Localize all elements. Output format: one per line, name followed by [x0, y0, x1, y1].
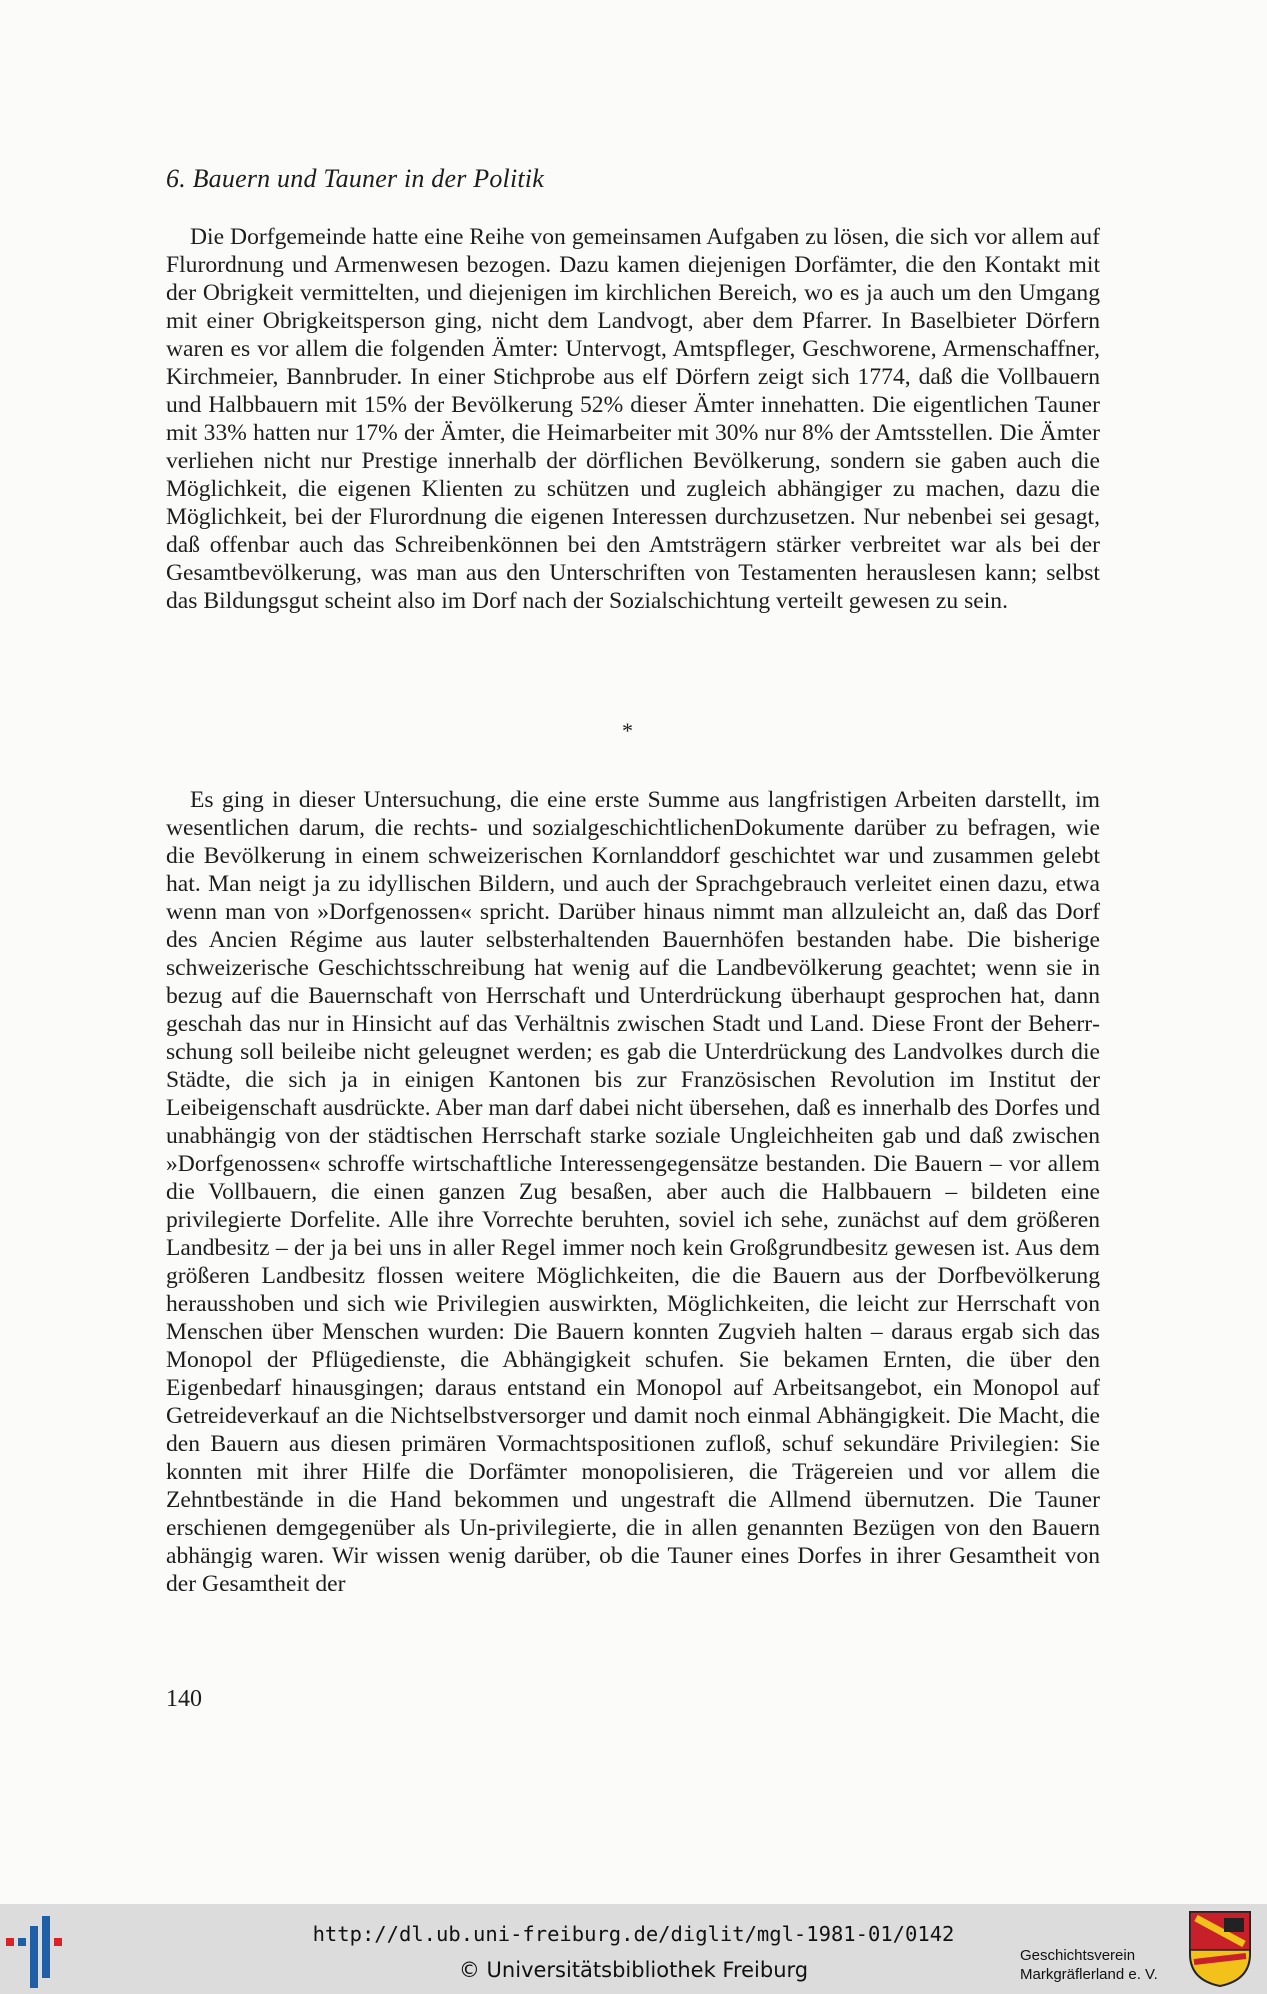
section-separator: * — [622, 718, 633, 743]
section-heading: 6. Bauern und Tauner in der Politik — [166, 164, 544, 193]
paragraph-1: Die Dorfgemeinde hatte eine Reihe von gemeinsamen Aufgaben zu lösen, die sich vor allem auf Flurordnung und Armenwesen bezogen. Dazu kamen diejenigen Dorfämter, die den Kontakt mit der Obrigkeit vermittelten, und diejenigen im kirchlichen Bereich, wo es ja auch um den Umgang mit einer Obrigkeitsperson ging, nicht dem Landvogt, aber dem Pfarrer. In Baselbieter Dörfern waren es vor allem die folgenden Ämter: Untervogt, Amtspfleger, Geschworene, Armenschaffner, Kirchmeier, Bannbruder. In einer Stichprobe aus elf Dörfern zeigt sich 1774, daß die Vollbauern und Halbbauern mit 15% der Bevölkerung 52% dieser Ämter innehatten. Die eigentlichen Tauner mit 33% hatten nur 17% der Ämter, die Heimarbeiter mit 30% nur 8% der Amtsstellen. Die Ämter verliehen nicht nur Prestige innerhalb der dörflichen Bevölkerung, sondern sie gaben auch die Möglichkeit, die eigenen Klienten zu schützen und zugleich abhängiger zu machen, dazu die Möglichkeit, bei der Flurordnung die eigenen Interessen durchzusetzen. Nur nebenbei sei gesagt, daß offenbar auch das Schreibenkönnen bei den Amtsträgern stärker verbreitet war als bei der Gesamtbevölkerung, was man aus den Unterschriften von Testamenten herauslesen kann; selbst das Bildungsgut scheint also im Dorf nach der Sozialschichtung verteilt gewesen zu sein. — [166, 224, 1100, 614]
society-name-line1: Geschichtsverein — [1020, 1947, 1136, 1964]
society-name — [1020, 1946, 1158, 1984]
library-credit: © Universitätsbibliothek Freiburg — [458, 1958, 809, 1982]
society-name-line2: Markgräflerland e. V. — [1020, 1966, 1158, 1983]
coat-of-arms-icon — [1188, 1910, 1252, 1988]
paragraph-2: Es ging in dieser Untersuchung, die eine erste Summe aus langfristigen Arbeiten darstellt, im wesentlichen darum, die rechts- und sozialgeschichtlichenDokumente darüber zu befragen, wie die Bevölkerung in einem schweizerischen Kornlanddorf geschichtet war und zusammen gelebt hat. Man neigt ja zu idyllischen Bildern, und auch der Sprachgebrauch verleitet einen dazu, etwa wenn man von »Dorfgenossen« spricht. Darüber hinaus nimmt man allzuleicht an, daß das Dorf des Ancien Régime aus lauter selbsterhaltenden Bauernhöfen bestanden habe. Die bisherige schweizerische Geschichtsschreibung hat wenig auf die Landbevölkerung geachtet; wenn sie in bezug auf die Bauernschaft von Herrschaft und Unterdrückung überhaupt gesprochen hat, dann geschah das nur in Hinsicht auf das Verhältnis zwischen Stadt und Land. Diese Front der Beherrschung soll beileibe nicht geleugnet werden; es gab die Unterdrückung des Landvolkes durch die Städte, die sich ja in einigen Kantonen bis zur Französischen Revolution im Institut der Leibeigenschaft ausdrückte. Aber man darf dabei nicht übersehen, daß es innerhalb des Dorfes und unabhängig von der städtischen Herrschaft starke soziale Ungleichheiten gab und daß zwischen »Dorfgenossen« schroffe wirtschaftliche Interessengegensätze bestanden. Die Bauern – vor allem die Vollbauern, die einen ganzen Zug besaßen, aber auch die Halbbauern – bildeten eine privilegierte Dorfelite. Alle ihre Vorrechte beruhten, soviel ich sehe, zunächst auf dem größeren Landbesitz – der ja bei uns in aller Regel immer noch kein Großgrundbesitz gewesen ist. Aus dem größeren Landbesitz flossen weitere Möglichkeiten, die die Bauern aus der Dorfbevölkerung herausshoben und sich wie Privilegien auswirkten, Möglichkeiten, die leicht zur Herrschaft von Menschen über Menschen wurden: Die Bauern konnten Zugvieh halten – daraus ergab sich das Monopol der Pflügedienste, die Abhängigkeit schufen. Sie bekamen Ernten, die über den Eigenbedarf hinausgingen; daraus entstand ein Monopol auf Arbeitsangebot, ein Monopol auf Getreideverkauf an die Nichtselbstversorger und damit noch einmal Abhängigkeit. Die Macht, die den Bauern aus diesen primären Vormachtspositionen zufloß, schuf sekundäre Privilegien: Sie konnten mit ihrer Hilfe die Dorfämter monopolisieren, die Trägereien und vor allem die Zehntbestände in die Hand bekommen und ungestraft die Allmend übernutzen. Die Tauner erschienen demgegenüber als Un-privilegierte, die in allen genannten Bezügen von den Bauern abhängig waren. Wir wissen wenig darüber, ob die Tauner eines Dorfes in ihrer Gesamtheit von der Gesamtheit der — [166, 787, 1100, 1597]
document-url[interactable]: http://dl.ub.uni-freiburg.de/diglit/mgl-1981-01/0142 — [312, 1922, 955, 1946]
page-number: 140 — [166, 1686, 202, 1712]
